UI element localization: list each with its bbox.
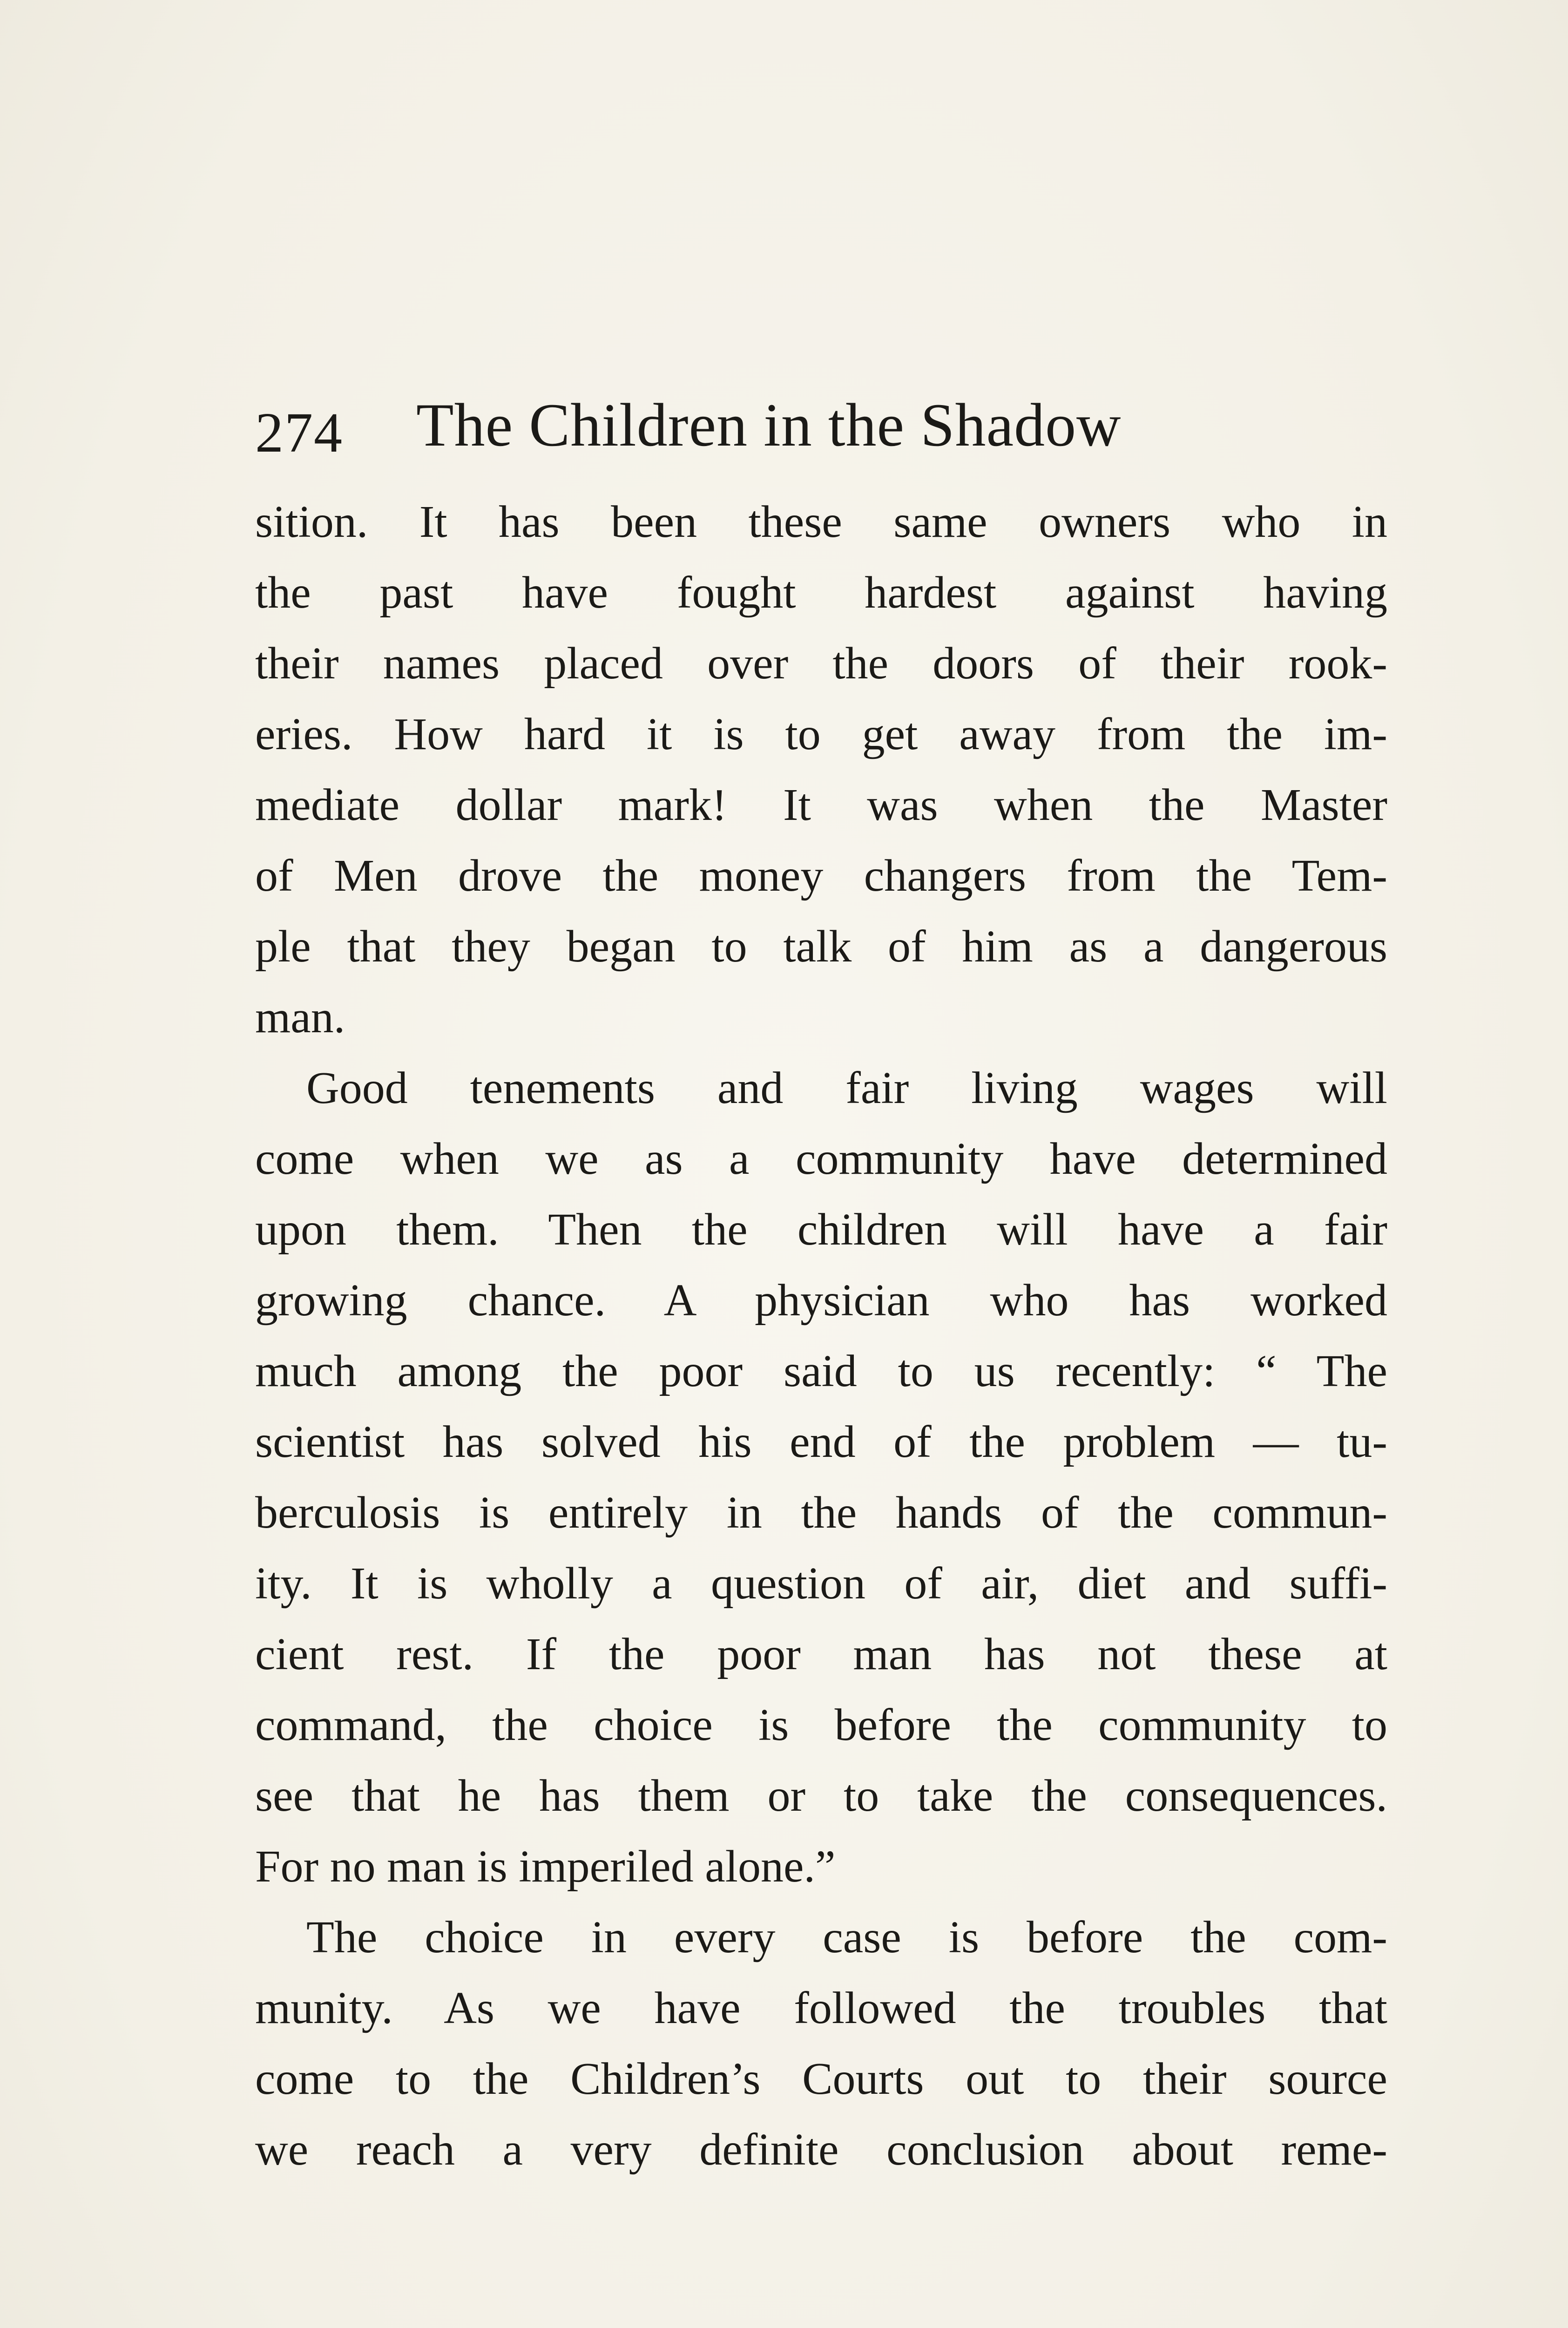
- text-line: ple that they began to talk of him as a dangerous: [255, 921, 1387, 972]
- text-line: upon them. Then the children will have a fair: [255, 1205, 1387, 1255]
- text-line: much among the poor said to us recently: “ The: [255, 1346, 1387, 1396]
- text-line: come when we as a community have determined: [255, 1134, 1387, 1184]
- text-line: scientist has solved his end of the problem — tu-: [255, 1417, 1387, 1467]
- text-line: sition. It has been these same owners who in: [255, 497, 1387, 547]
- text-line: The choice in every case is before the com-: [306, 1912, 1387, 1963]
- text-line: eries. How hard it is to get away from the im-: [255, 709, 1387, 759]
- text-line: growing chance. A physician who has worked: [255, 1275, 1387, 1326]
- body-text: [255, 487, 1387, 2185]
- text-line: their names placed over the doors of their rook-: [255, 638, 1387, 689]
- text-line: we reach a very definite conclusion about reme-: [255, 2125, 1387, 2175]
- page-number: 274: [255, 401, 343, 464]
- text-line: cient rest. If the poor man has not these at: [255, 1629, 1387, 1679]
- text-line: ity. It is wholly a question of air, diet and suffi-: [255, 1558, 1387, 1609]
- page-header: [255, 382, 1391, 466]
- running-title: The Children in the Shadow: [416, 391, 1122, 459]
- text-line: come to the Children’s Courts out to their source: [255, 2054, 1387, 2104]
- text-line: Good tenements and fair living wages will: [306, 1063, 1387, 1113]
- text-line: For no man is imperiled alone.”: [255, 1841, 836, 1892]
- text-line: man.: [255, 992, 345, 1042]
- text-line: command, the choice is before the community to: [255, 1700, 1387, 1750]
- text-line: mediate dollar mark! It was when the Master: [255, 780, 1387, 830]
- text-line: of Men drove the money changers from the Tem-: [255, 851, 1387, 901]
- text-line: berculosis is entirely in the hands of the commun-: [255, 1488, 1387, 1538]
- text-line: munity. As we have followed the troubles that: [255, 1983, 1387, 2033]
- text-line: the past have fought hardest against having: [255, 568, 1387, 618]
- text-line: see that he has them or to take the consequences.: [255, 1771, 1387, 1821]
